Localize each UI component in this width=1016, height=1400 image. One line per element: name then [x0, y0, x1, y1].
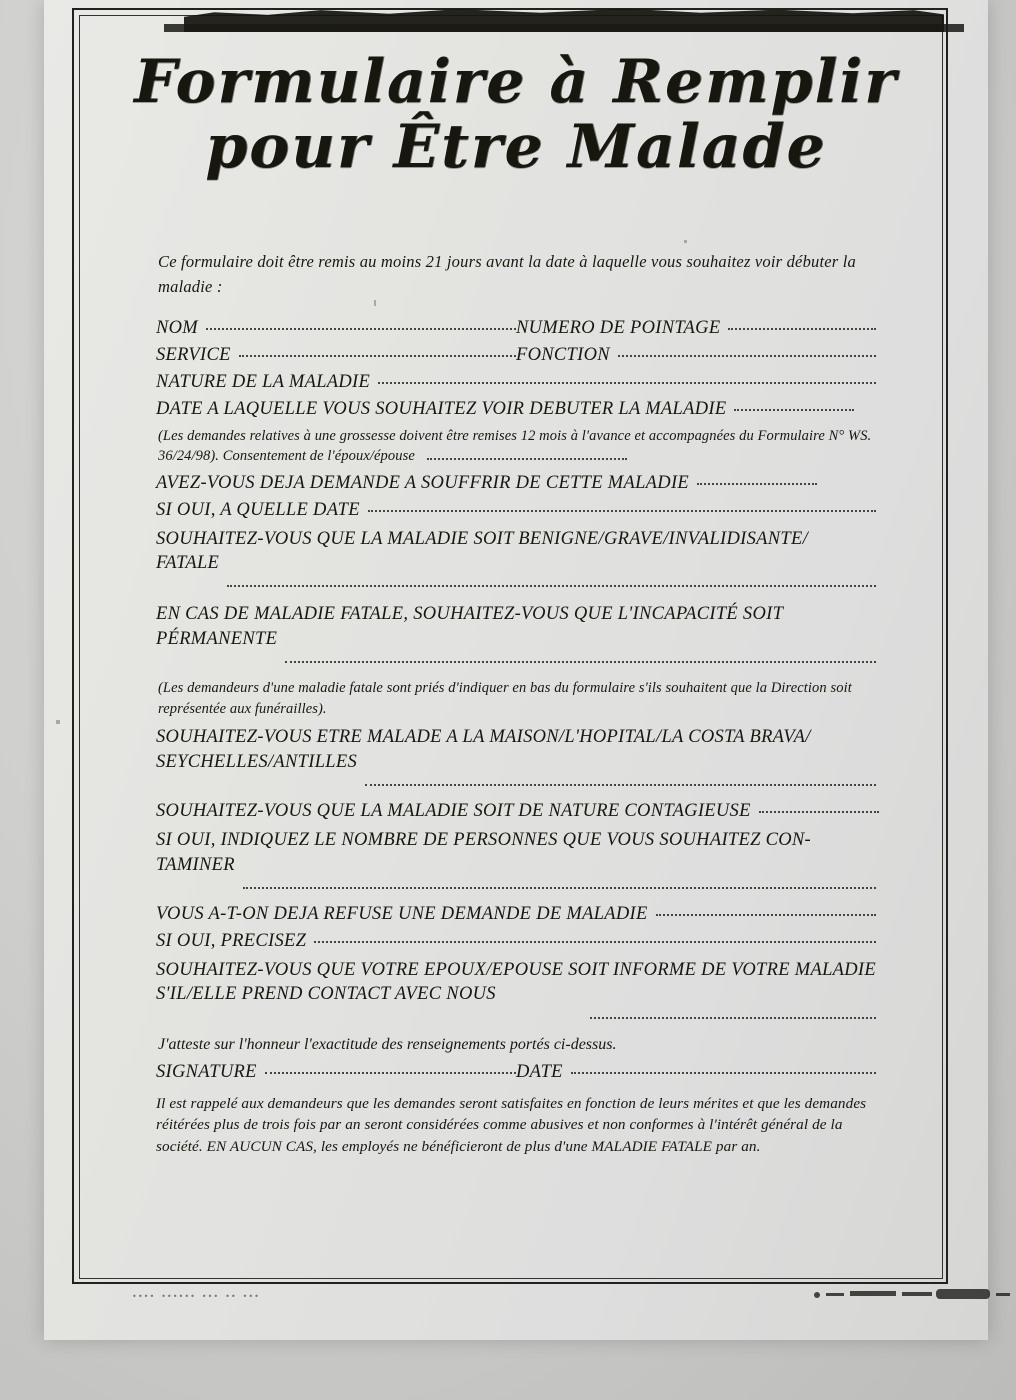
label-nombre-contaminer: SI OUI, INDIQUEZ LE NOMBRE DE PERSONNES QUE VOUS SOUHAITEZ CON- TAMINER	[156, 830, 812, 875]
label-numero-pointage: NUMERO DE POINTAGE	[516, 317, 721, 338]
note-funerailles: (Les demandeurs d'une maladie fatale sont priés d'indiquer en bas du formulaire s'ils souhaitent que la Direction soit représentée aux funérailles).	[158, 680, 852, 717]
gravite-answer-row[interactable]	[156, 575, 876, 596]
field-lieu[interactable]	[156, 725, 876, 795]
input-numero-pointage[interactable]	[728, 318, 876, 330]
label-si-oui-date: SI OUI, A QUELLE DATE	[156, 499, 360, 520]
title-line-1: Formulaire à Remplir	[134, 47, 898, 117]
label-date-debut: DATE A LAQUELLE VOUS SOUHAITEZ VOIR DEBUTER LA MALADIE	[156, 398, 727, 419]
field-signature[interactable]	[156, 1062, 516, 1083]
input-nom[interactable]	[206, 318, 516, 330]
label-gravite: SOUHAITEZ-VOUS QUE LA MALADIE SOIT BENIGNE/GRAVE/INVALIDISANTE/ FATALE	[156, 528, 809, 574]
input-deja-demande[interactable]	[697, 473, 817, 485]
field-deja-demande[interactable]	[156, 473, 876, 494]
label-refus: VOUS A-T-ON DEJA REFUSE UNE DEMANDE DE MALADIE	[156, 904, 648, 925]
input-signature[interactable]	[265, 1062, 516, 1074]
field-date[interactable]	[516, 1062, 876, 1083]
input-incapacite[interactable]	[285, 651, 876, 663]
input-informe-conjoint[interactable]	[590, 1007, 876, 1019]
input-nature-maladie[interactable]	[378, 372, 876, 384]
title-line-2: pour Être Malade	[205, 112, 827, 183]
field-nombre-contaminer[interactable]	[156, 828, 876, 898]
label-incapacite: EN CAS DE MALADIE FATALE, SOUHAITEZ-VOUS QUE L'INCAPACITÉ SOIT PÉRMANENTE	[156, 604, 783, 649]
label-lieu: SOUHAITEZ-VOUS ETRE MALADE A LA MAISON/L'HOPITAL/LA COSTA BRAVA/ SEYCHELLES/ANTILLES	[156, 727, 811, 772]
label-si-oui-precisez: SI OUI, PRECISEZ	[156, 931, 307, 952]
form-intro: Ce formulaire doit être remis au moins 21 jours avant la date à laquelle vous souhaitez voir débuter la maladie :	[158, 252, 856, 296]
ink-smudge-top-secondary	[164, 24, 964, 32]
contaminer-answer-row[interactable]	[156, 877, 876, 898]
label-fonction: FONCTION	[516, 344, 610, 365]
field-fonction[interactable]	[516, 345, 876, 366]
label-contagieuse: SOUHAITEZ-VOUS QUE LA MALADIE SOIT DE NATURE CONTAGIEUSE	[156, 801, 751, 822]
field-numero-pointage[interactable]	[516, 318, 876, 339]
document-page	[44, 0, 988, 1340]
field-nature-maladie[interactable]	[156, 372, 876, 393]
input-date-debut[interactable]	[734, 399, 854, 411]
attestation-text: J'atteste sur l'honneur l'exactitude des renseignements portés ci-dessus.	[158, 1035, 617, 1053]
field-date-debut[interactable]	[156, 399, 876, 420]
field-refus[interactable]	[156, 904, 876, 925]
input-fonction[interactable]	[618, 345, 876, 357]
input-service[interactable]	[239, 345, 516, 357]
incapacite-answer-row[interactable]	[156, 651, 876, 672]
label-nature-maladie: NATURE DE LA MALADIE	[156, 371, 371, 392]
input-si-oui-date[interactable]	[368, 500, 876, 512]
input-date[interactable]	[571, 1062, 876, 1074]
form-body	[156, 250, 876, 1158]
label-date: DATE	[516, 1061, 563, 1082]
scan-footer-artifact-right	[814, 1288, 1014, 1302]
field-nom[interactable]	[156, 318, 516, 339]
input-lieu[interactable]	[365, 774, 876, 786]
footer-notice: Il est rappelé aux demandeurs que les demandes seront satisfaites en fonction de leurs mérites et que les demandes réitérées plus de trois fois par an seront considérées comme abusives et non conformes à l'intérêt général de la société. EN AUCUN CAS, les employés ne bénéficieront de plus d'une MALADIE FATALE par an.	[156, 1094, 867, 1156]
label-informe-conjoint: SOUHAITEZ-VOUS QUE VOTRE EPOUX/EPOUSE SOIT INFORME DE VOTRE MALADIE S'IL/ELLE PREND CONTACT AVEC NOUS	[156, 960, 876, 1005]
input-refus[interactable]	[656, 904, 876, 916]
note-grossesse-block	[158, 426, 876, 467]
input-si-oui-precisez[interactable]	[314, 931, 876, 943]
field-contagieuse[interactable]	[156, 801, 876, 822]
note-grossesse: (Les demandes relatives à une grossesse doivent être remises 12 mois à l'avance et accompagnées du Formulaire N° WS. 36/24/98). Consentement de l'époux/épouse	[158, 427, 872, 465]
page-title	[44, 47, 988, 183]
field-si-oui-precisez[interactable]	[156, 931, 876, 952]
input-nombre-contaminer[interactable]	[243, 877, 876, 889]
label-nom: NOM	[156, 317, 199, 338]
lieu-answer-row[interactable]	[156, 774, 876, 795]
field-informe-conjoint[interactable]	[156, 958, 876, 1028]
field-row-signature-date	[156, 1062, 876, 1083]
informe-answer-row[interactable]	[156, 1007, 876, 1028]
label-signature: SIGNATURE	[156, 1061, 257, 1082]
label-deja-demande: AVEZ-VOUS DEJA DEMANDE A SOUFFRIR DE CETTE MALADIE	[156, 472, 689, 493]
scan-footer-artifact-left: •••• •••••• ••• •• •••	[132, 1292, 260, 1301]
field-incapacite[interactable]	[156, 602, 876, 672]
field-service[interactable]	[156, 345, 516, 366]
field-si-oui-date[interactable]	[156, 500, 876, 521]
input-gravite[interactable]	[227, 575, 876, 587]
label-service: SERVICE	[156, 344, 231, 365]
field-gravite[interactable]	[156, 527, 876, 597]
input-consentement-epoux[interactable]	[427, 448, 627, 460]
field-row-nom-pointage	[156, 318, 876, 339]
field-row-service-fonction	[156, 345, 876, 366]
input-contagieuse[interactable]	[759, 801, 879, 813]
